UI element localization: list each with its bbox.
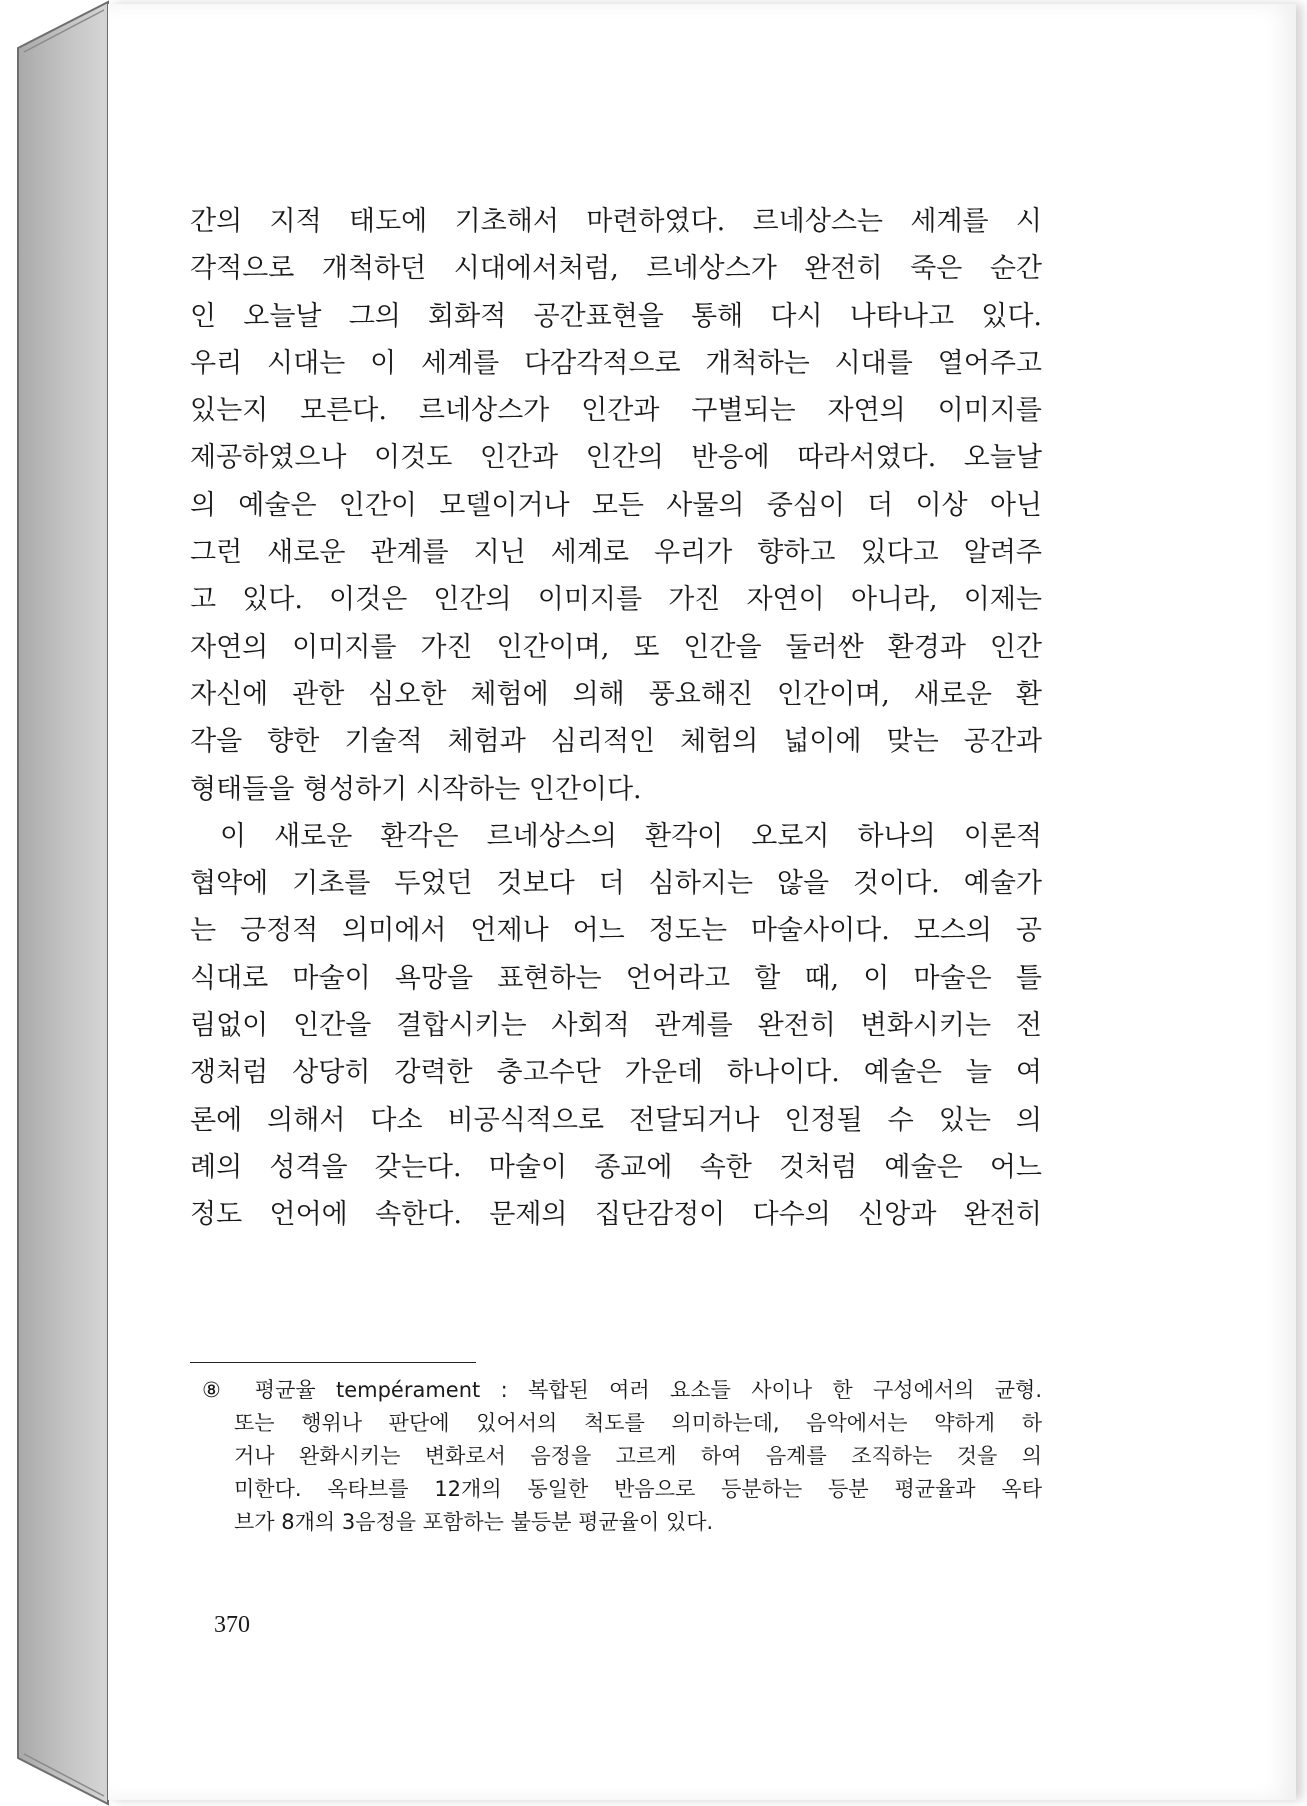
footnote-divider bbox=[190, 1362, 476, 1363]
body-line: 각적으로 개척하던 시대에서처럼, 르네상스가 완전히 죽은 순간 bbox=[190, 253, 1042, 285]
body-line: 그런 새로운 관계를 지닌 세계로 우리가 향하고 있다고 알려주 bbox=[190, 537, 1042, 569]
body-line: 고 있다. 이것은 인간의 이미지를 가진 자연이 아니라, 이제는 bbox=[190, 584, 1042, 616]
footnote-line: 거나 완화시키는 변화로서 음정을 고르게 하여 음계를 조직하는 것을 의 bbox=[234, 1444, 1042, 1468]
body-line: 론에 의해서 다소 비공식적으로 전달되거나 인정될 수 있는 의 bbox=[190, 1104, 1042, 1136]
book-spine bbox=[0, 0, 112, 1806]
page-number: 370 bbox=[214, 1612, 250, 1638]
body-line: 이 새로운 환각은 르네상스의 환각이 오로지 하나의 이론적 bbox=[220, 820, 1042, 852]
footnote-line: 미한다. 옥타브를 12개의 동일한 반음으로 등분하는 등분 평균율과 옥타 bbox=[234, 1477, 1042, 1501]
body-line: 협약에 기초를 두었던 것보다 더 심하지는 않을 것이다. 예술가 bbox=[190, 868, 1042, 900]
body-line: 간의 지적 태도에 기초해서 마련하였다. 르네상스는 세계를 시 bbox=[190, 206, 1042, 237]
body-line: 자신에 관한 심오한 체험에 의해 풍요해진 인간이며, 새로운 환 bbox=[190, 678, 1042, 710]
footnote-line: ⑧ 평균율 tempérament : 복합된 여러 요소들 사이나 한 구성에서의 균형. bbox=[202, 1378, 1042, 1402]
body-text bbox=[190, 198, 1042, 1239]
body-line: 인 오늘날 그의 회화적 공간표현을 통해 다시 나타나고 있다. bbox=[190, 300, 1042, 332]
body-line: 는 긍정적 의미에서 언제나 어느 정도는 마술사이다. 모스의 공 bbox=[190, 915, 1042, 947]
body-line: 정도 언어에 속한다. 문제의 집단감정이 다수의 신앙과 완전히 bbox=[190, 1199, 1042, 1231]
body-line: 제공하였으나 이것도 인간과 인간의 반응에 따라서였다. 오늘날 bbox=[190, 442, 1042, 474]
body-line: 례의 성격을 갖는다. 마술이 종교에 속한 것처럼 예술은 어느 bbox=[190, 1151, 1042, 1183]
body-line: 자연의 이미지를 가진 인간이며, 또 인간을 둘러싼 환경과 인간 bbox=[190, 631, 1042, 663]
body-line: 있는지 모른다. 르네상스가 인간과 구별되는 자연의 이미지를 bbox=[190, 395, 1042, 427]
footnote-line: 브가 8개의 3음정을 포함하는 불등분 평균율이 있다. bbox=[234, 1510, 714, 1534]
body-line: 식대로 마술이 욕망을 표현하는 언어라고 할 때, 이 마술은 틀 bbox=[190, 962, 1042, 994]
body-line: 의 예술은 인간이 모델이거나 모든 사물의 중심이 더 이상 아닌 bbox=[190, 489, 1042, 521]
footnote bbox=[202, 1374, 1042, 1539]
body-line: 형태들을 형성하기 시작하는 인간이다. bbox=[190, 773, 642, 805]
body-line: 우리 시대는 이 세계를 다감각적으로 개척하는 시대를 열어주고 bbox=[190, 347, 1042, 379]
footnote-line: 또는 행위나 판단에 있어서의 척도를 의미하는데, 음악에서는 약하게 하 bbox=[234, 1411, 1042, 1435]
body-line: 각을 향한 기술적 체험과 심리적인 체험의 넓이에 맞는 공간과 bbox=[190, 726, 1042, 758]
body-line: 림없이 인간을 결합시키는 사회적 관계를 완전히 변화시키는 전 bbox=[190, 1010, 1042, 1042]
body-line: 쟁처럼 상당히 강력한 충고수단 가운데 하나이다. 예술은 늘 여 bbox=[190, 1057, 1042, 1089]
